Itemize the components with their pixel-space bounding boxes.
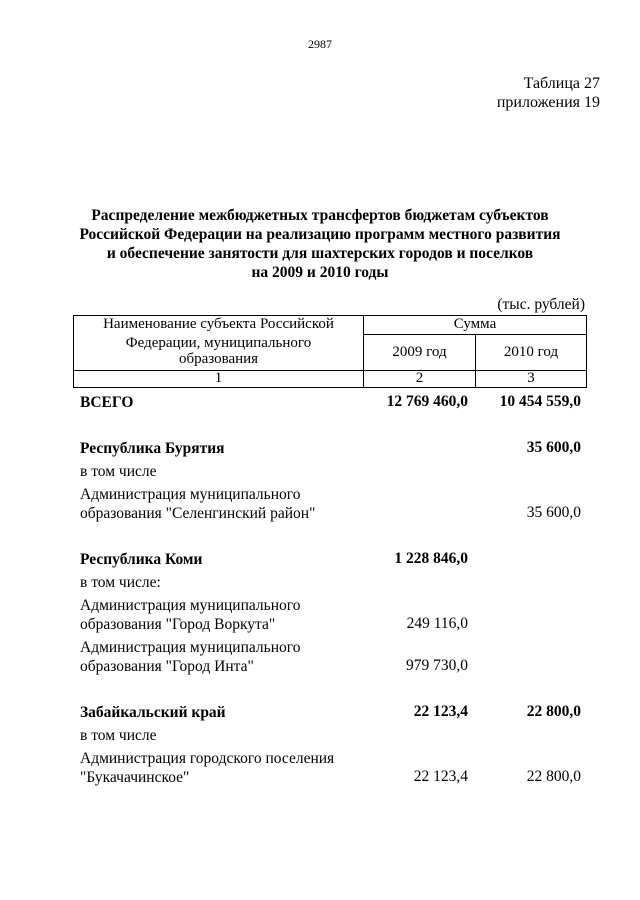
table-ref-line-1: Таблица 27	[523, 75, 600, 92]
title-line-1: Распределение межбюджетных трансфертов бюджетам субъектов	[91, 207, 549, 224]
municipality-name	[80, 749, 334, 787]
municipality-name	[80, 596, 300, 634]
total-2010: 10 454 559,0	[499, 393, 581, 410]
table-ref-line-2: приложения 19	[496, 94, 600, 111]
including-label: в том числе	[80, 727, 157, 744]
document-title	[60, 206, 580, 282]
value-2010: 22 800,0	[526, 703, 581, 720]
total-2009: 12 769 460,0	[386, 393, 468, 410]
municipality-line-2: образования "Селенгинский район"	[80, 505, 316, 522]
region-name: Республика Бурятия	[80, 440, 225, 457]
value-2009: 979 730,0	[406, 657, 468, 674]
header-col-number-3: 3	[527, 370, 535, 386]
value-2010: 35 600,0	[526, 439, 581, 456]
header-name-line-2: Федерации, муниципального	[125, 335, 312, 351]
header-2010: 2010 год	[503, 344, 559, 360]
municipality-name	[80, 638, 300, 676]
municipality-line-1: Администрация городского поселения	[80, 750, 335, 767]
header-sum: Сумма	[453, 316, 497, 332]
region-name: Забайкальский край	[80, 704, 226, 721]
title-line-4: на 2009 и 2010 годы	[251, 264, 389, 281]
header-name-line-1: Наименование субъекта Российской	[103, 316, 334, 332]
municipality-line-2: "Букачачинское"	[80, 769, 190, 786]
header-2009: 2009 год	[392, 344, 447, 360]
municipality-line-1: Администрация муниципального	[80, 486, 301, 503]
municipality-line-1: Администрация муниципального	[80, 597, 301, 614]
table-reference	[497, 74, 600, 112]
page-number: 2987	[308, 37, 332, 51]
value-2009: 22 123,4	[413, 768, 468, 785]
municipality-line-2: образования "Город Воркута"	[80, 616, 276, 633]
value-2009: 22 123,4	[413, 703, 468, 720]
units-label: (тыс. рублей)	[497, 296, 585, 313]
including-label: в том числе:	[80, 574, 161, 591]
header-border-right	[586, 315, 587, 388]
value-2010: 22 800,0	[526, 768, 581, 785]
title-line-3: и обеспечение занятости для шахтерских городов и поселков	[106, 245, 534, 262]
municipality-line-2: образования "Город Инта"	[80, 658, 254, 675]
header-name-column	[74, 315, 363, 369]
region-name: Республика Коми	[80, 551, 203, 568]
including-label: в том числе	[80, 463, 157, 480]
total-label: ВСЕГО	[80, 394, 134, 411]
value-2010: 35 600,0	[526, 504, 581, 521]
title-line-2: Российской Федерации на реализацию программ местного развития	[79, 226, 561, 243]
municipality-line-1: Администрация муниципального	[80, 639, 301, 656]
header-col-number-2: 2	[415, 370, 424, 386]
value-2009: 249 116,0	[406, 615, 468, 632]
municipality-name	[80, 485, 315, 523]
header-col-number-1: 1	[214, 370, 223, 386]
header-name-line-3: образования	[178, 351, 259, 367]
value-2009: 1 228 846,0	[394, 550, 468, 567]
